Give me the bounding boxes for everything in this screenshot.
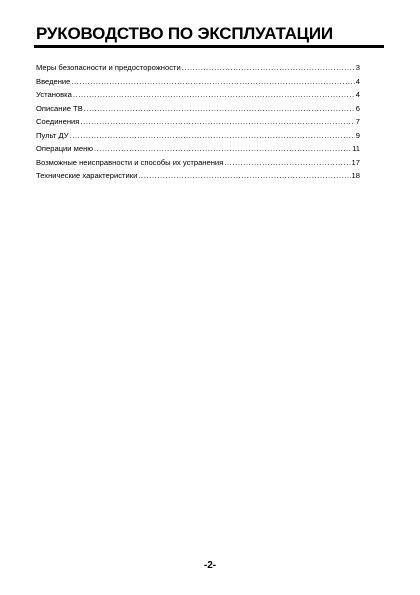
toc-entry-specifications <box>36 169 360 183</box>
toc-dot-leader <box>138 169 350 183</box>
toc-entry-menu-operations <box>36 142 360 156</box>
toc-entry-label: Технические характеристики <box>36 171 138 180</box>
toc-entry-remote-control <box>36 129 360 143</box>
toc-entry-page: 3 <box>355 63 360 72</box>
title-underline <box>34 45 384 48</box>
toc-entry-label: Меры безопасности и предосторожности <box>36 63 181 72</box>
page-title: РУКОВОДСТВО ПО ЭКСПЛУАТАЦИИ <box>36 24 333 43</box>
toc-entry-label: Возможные неисправности и способы их устранения <box>36 157 224 167</box>
toc-entry-tv-description <box>36 102 360 116</box>
toc-entry-installation <box>36 88 360 102</box>
toc-entry-troubleshooting <box>36 156 360 170</box>
page-number: -2- <box>203 560 217 571</box>
toc-entry-page: 9 <box>355 130 360 140</box>
toc-entry-page: 6 <box>355 103 360 113</box>
toc-dot-leader <box>80 115 354 129</box>
toc-dot-leader <box>71 75 354 89</box>
toc-entry-page: 11 <box>352 144 360 153</box>
toc-entry-label: Пульт ДУ <box>36 130 69 140</box>
table-of-contents <box>36 61 360 183</box>
toc-dot-leader <box>94 142 351 156</box>
toc-dot-leader <box>84 102 355 116</box>
toc-dot-leader <box>70 129 355 143</box>
toc-entry-introduction <box>36 75 360 89</box>
toc-dot-leader <box>182 61 355 75</box>
toc-entry-connections <box>36 115 360 129</box>
toc-entry-page: 17 <box>351 157 360 167</box>
toc-entry-label: Установка <box>36 90 72 99</box>
toc-entry-page: 7 <box>355 117 360 126</box>
toc-entry-label: Операции меню <box>36 144 93 153</box>
toc-entry-page: 4 <box>355 76 360 86</box>
toc-dot-leader <box>224 156 350 170</box>
toc-entry-label: Введение <box>36 76 71 86</box>
toc-entry-page: 4 <box>355 90 360 99</box>
toc-entry-page: 18 <box>351 171 360 180</box>
toc-dot-leader <box>73 88 355 102</box>
toc-entry-label: Описание ТВ <box>36 103 83 113</box>
toc-entry-label: Соединения <box>36 117 80 126</box>
toc-entry-safety <box>36 61 360 75</box>
